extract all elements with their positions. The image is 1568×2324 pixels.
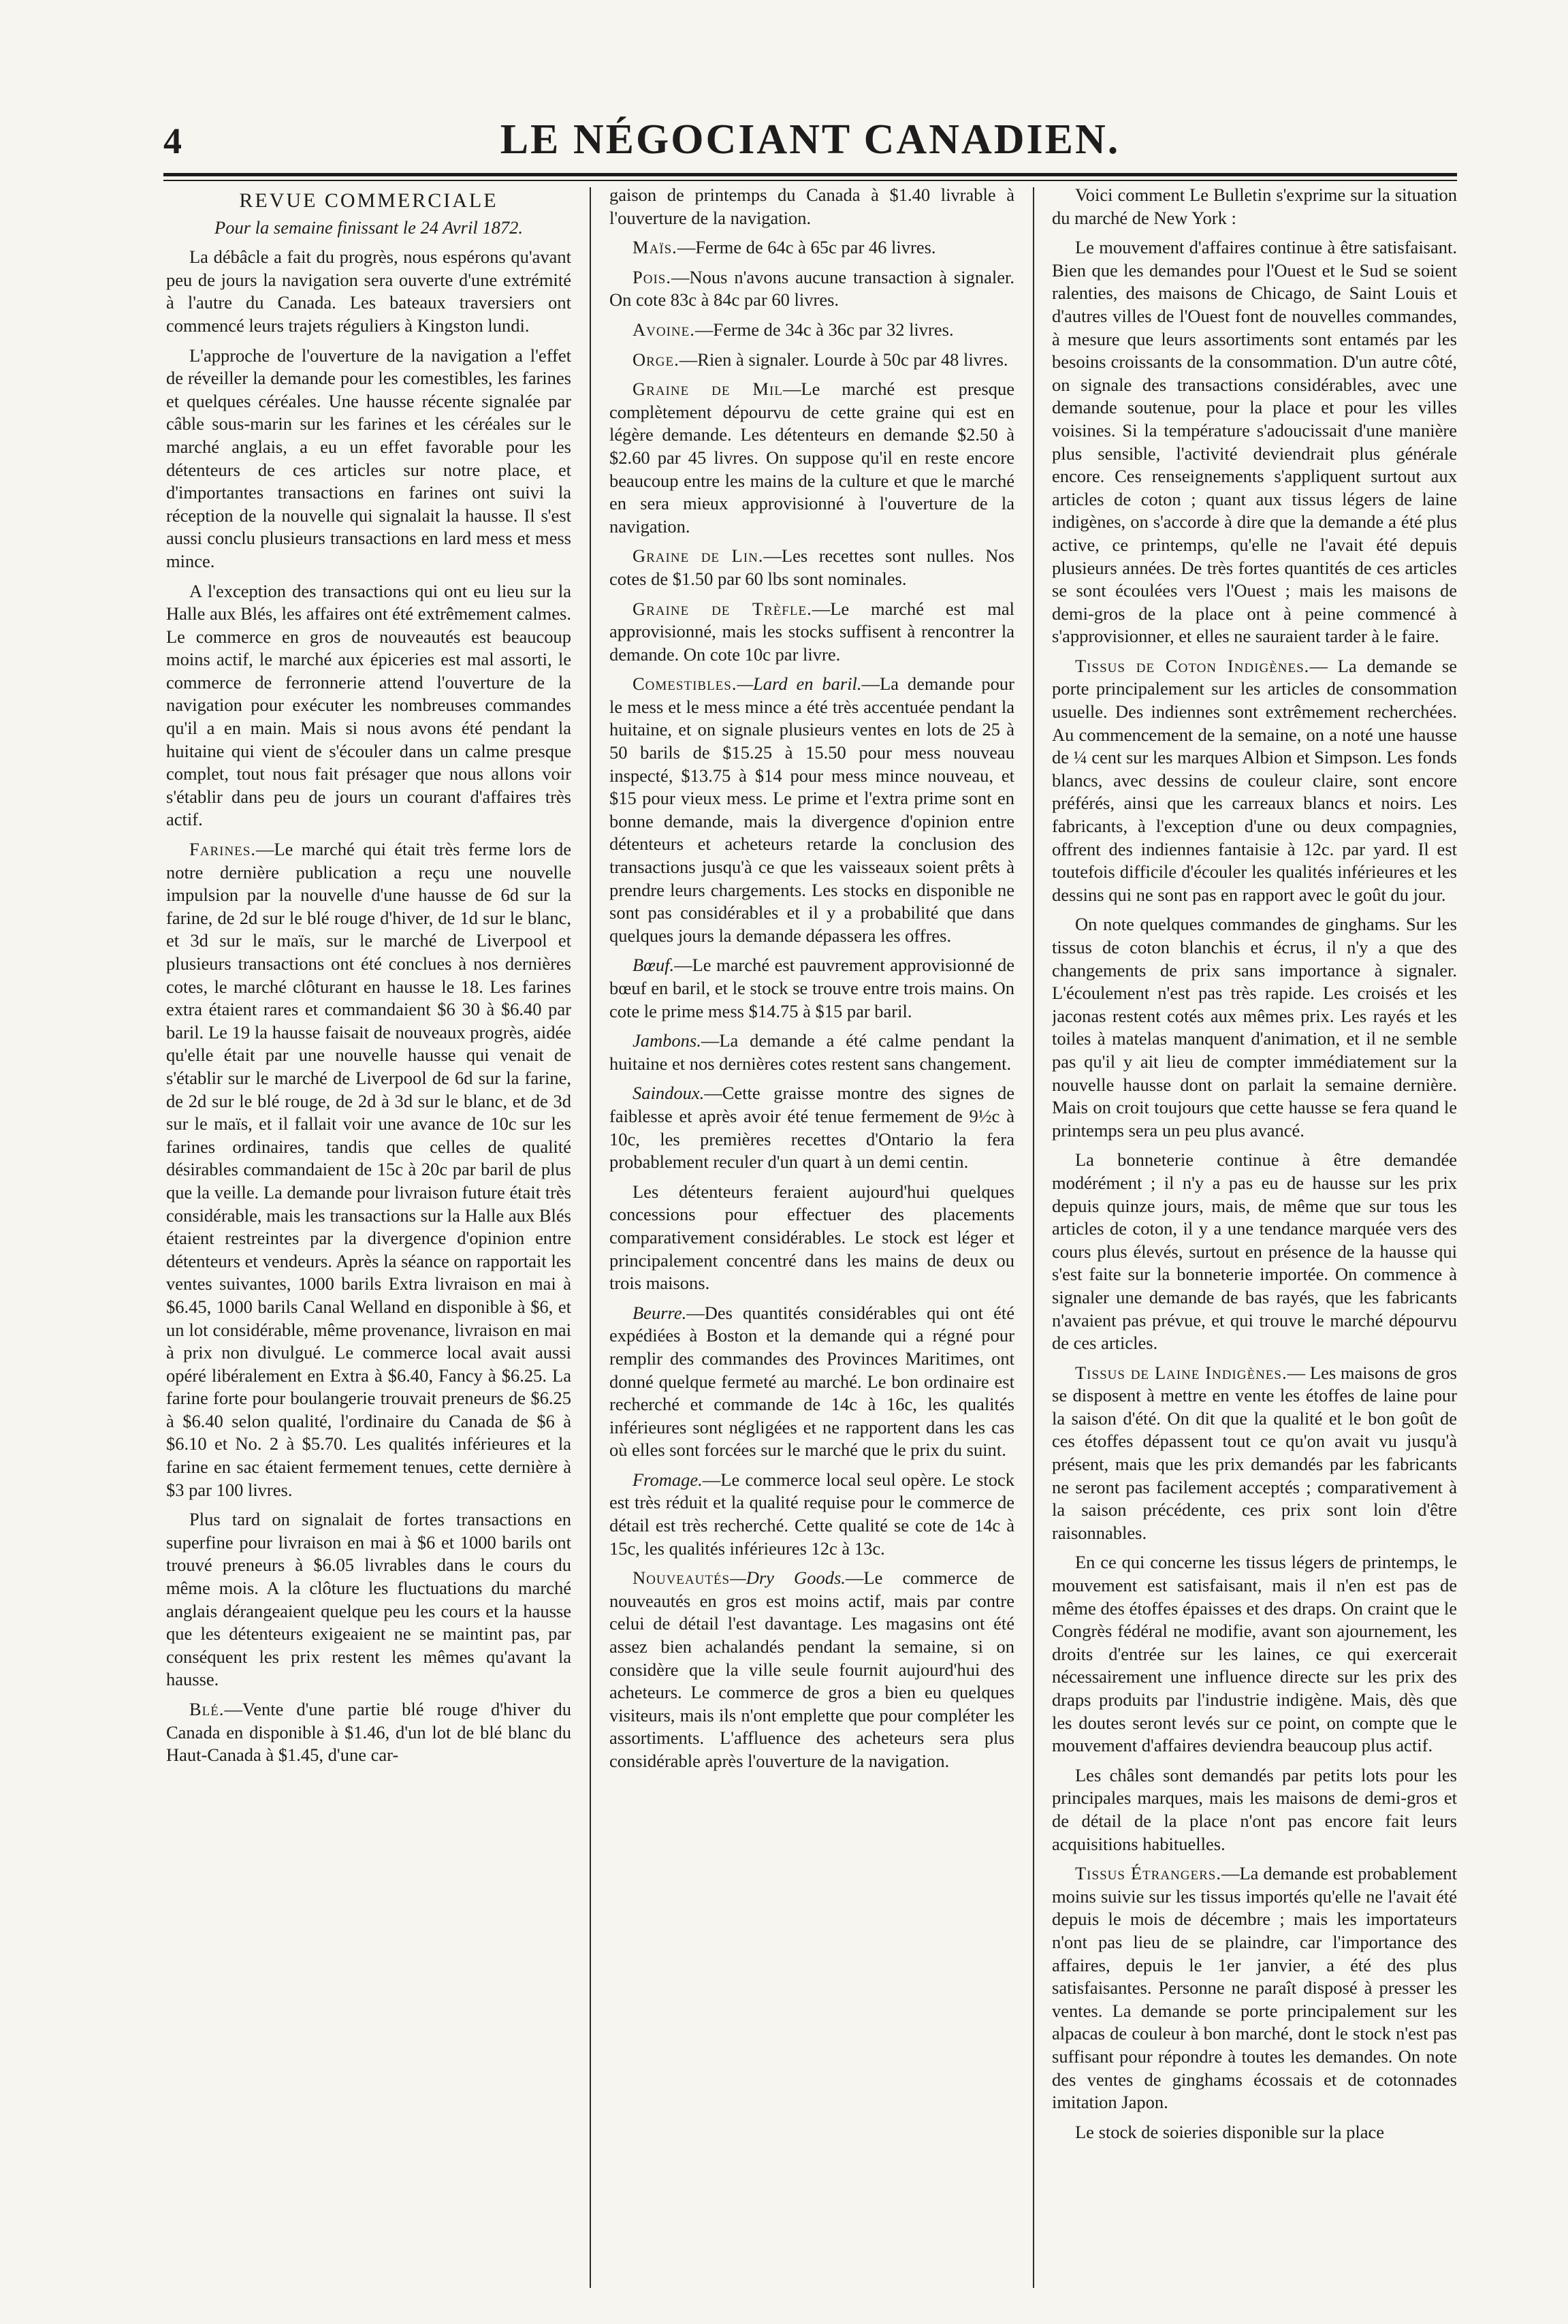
article-text: —Nous n'avons aucune transaction à signaler. On cote 83c à 84c par 60 livres. (609, 266, 1014, 311)
paragraph-laine (1052, 1362, 1457, 1545)
paragraph-trefle (609, 598, 1014, 667)
article-label: Avoine. (633, 319, 695, 340)
article-text: —Ferme de 64c à 65c par 46 livres. (677, 237, 936, 258)
paragraph-avoine (609, 319, 1014, 342)
article-label: Tissus Étrangers. (1075, 1863, 1221, 1884)
article-label: Graine de Lin. (633, 545, 764, 567)
article-label: Graine de Trèfle. (633, 598, 812, 619)
article-label: Farines. (189, 839, 256, 860)
section-title: REVUE COMMERCIALE (239, 189, 498, 212)
paragraph-jambons (609, 1030, 1014, 1075)
paragraph-lin (609, 545, 1014, 590)
article-text: —La demande pour le mess et le mess mince a été très accentuée pendant la huitaine, et on signale plusieurs ventes en lots de 25 à 50 barils de $15.25 à 15.50 pour mess nouveau inspecté, $13.75 à $14 pour mess mince nouveau, et $15 pour vieux mess. Le prime et l'extra prime sont en bonne demande, mais la divergence d'opinion entre détenteurs et acheteurs retarde la conclusion des transactions jusqu'à ce que les vaisseaux soient prêts à prendre leurs chargements. Les stocks en disponible ne sont pas considérables et il y a probabilité que dans quelques jours la demande dépassera les offres. (609, 673, 1014, 946)
article-text: —Le marché qui était très ferme lors de notre dernière publication a reçu une nouvelle impulsion par la nouvelle d'une hausse de 6d sur la farine, de 2d sur le blé rouge d'hiver, de 1d sur le blanc, et 3d sur le maïs, sur le marché de Liverpool et plusieurs transactions ont été conclues à nos dernières cotes, le marché clôturant en hausse le 18. Les farines extra étaient rares et commandaient $6 30 à $6.40 par baril. Le 19 la hausse faisait de nouveaux progrès, aidée qu'elle était par une nouvelle hausse qui venait de s'établir sur le marché de Liverpool de 6d sur la farine, de 2d sur le blé rouge, de 2d à 3d sur le blanc, et de 3d sur le maïs, et il fallait voir une avance de 10c sur les farines ordinaires, tandis que celles de qualité désirables commandaient de 15c à 20c par baril de plus que la veille. La demande pour livraison future était très considérable, mais les transactions sur la Halle aux Blés étaient restreintes par la divergence d'opinion entre détenteurs et vendeurs. Après la séance on rapportait les ventes suivantes, 1000 barils Extra livraison en mai à $6.45, 1000 barils Canal Welland en disponible à $6, et un lot considérable, même provenance, livraison en mai à prix non divulgué. Le commerce local avait aussi opéré libéralement en Extra à $6.40, Fancy à $6.25. La farine forte pour boulangerie trouvait preneurs de $6.25 à $6.40 selon qualité, l'ordinaire du Canada de $6 à $6.10 et No. 2 à $5.70. Les qualités inférieures et la farine en sac étaient fermement tenues, cette dernière à $3 par 100 livres. (166, 839, 571, 1500)
paragraph: Le stock de soieries disponible sur la place (1075, 2121, 1385, 2142)
column-divider (1033, 187, 1034, 2288)
article-text: —Cette graisse montre des signes de faiblesse et après avoir été tenue fermement de 9½c à 10c, les premières recettes d'Ontario la fera probablement reculer d'un quart à un demi centin. (609, 1083, 1014, 1173)
article-sublabel: —Dry Goods. (730, 1567, 846, 1589)
paragraph: En ce qui concerne les tissus légers de printemps, le mouvement est satisfaisant, mais il n'en est pas de même des étoffes épaisses et des draps. On craint que le Congrès fédéral ne modifie, avant son ajournement, les droits d'entrée sur les laines, ce qui exercerait nécessairement une influence directe sur les prix des draps produits par l'industrie indigène. Mais, dès que les doutes seront levés sur ce point, on compte que le mouvement d'affaires deviendra beaucoup plus actif. (1052, 1552, 1457, 1756)
paragraph: Les châles sont demandés par petits lots pour les principales marques, mais les maisons de demi-gros et de détail de la place n'ont pas encore fait leurs acquisitions habituelles. (1052, 1764, 1457, 1854)
paragraph-ble (166, 1698, 571, 1767)
paragraph-beurre (609, 1302, 1014, 1462)
article-text: —Vente d'une partie blé rouge d'hiver du Canada en disponible à $1.46, d'un lot de blé blanc du Haut-Canada à $1.45, d'une car- (166, 1699, 571, 1766)
paragraph-comestibles (609, 673, 1014, 947)
column-2 (609, 184, 1014, 2295)
article-label: Maïs. (633, 237, 677, 258)
article-sublabel: —Lard en baril. (737, 673, 862, 695)
paragraph-mais (609, 236, 1014, 259)
article-label: Tissus de Laine Indigènes. (1075, 1362, 1287, 1383)
paragraph: La débâcle a fait du progrès, nous espérons qu'avant peu de jours la navigation sera ouverte d'une extrémité à l'autre du Canada. Les bateaux traversiers ont commencé leurs trajets réguliers à Kingston lundi. (166, 246, 571, 336)
article-text: —Ferme de 34c à 36c par 32 livres. (694, 319, 954, 340)
article-text: —Le marché est mal approvisionné, mais les stocks suffisent à rencontrer la demande. On cote 10c par livre. (609, 598, 1014, 665)
column-divider (590, 187, 591, 2288)
paragraph-boeuf (609, 954, 1014, 1023)
paragraph-fromage (609, 1469, 1014, 1560)
article-label: Saindoux. (633, 1083, 705, 1104)
article-text: —La demande a été calme pendant la huitaine et nos dernières cotes restent sans changement. (609, 1030, 1014, 1074)
article-text: —Rien à signaler. Lourde à 50c par 48 livres. (679, 349, 1008, 370)
paragraph: La bonneterie continue à être demandée modérément ; il n'y a pas eu de hausse sur les prix depuis quinze jours, mais, de même que sur tous les articles de coton, il y a une tendance marquée vers des cours plus élevés, surtout en présence de la hausse qui s'est faite sur la bonneterie importée. On commence à signaler une demande de bas rayés, que les fabricants n'avaient pas prévue, et qui trouve le marché dépourvu de ces articles. (1052, 1149, 1457, 1354)
article-label: Blé. (189, 1699, 225, 1719)
article-label: Bœuf. (633, 955, 675, 976)
paragraph: Les détenteurs feraient aujourd'hui quelques concessions pour effectuer des placements comparativement considérables. Le stock est léger et principalement concentré dans les mains de deux ou trois maisons. (609, 1181, 1014, 1294)
article-text: —Des quantités considérables qui ont été expédiées à Boston et la demande qui a régné pour remplir des commandes des Provinces Maritimes, ont donné quelque fermeté au marché. Le bon ordinaire est recherché et commande de 14c à 16c, les qualités inférieures sont négligées et ne rapportent dans les cas où elles sont forcées sur le marché que le prix du suint. (609, 1302, 1014, 1461)
dateline: Pour la semaine finissant le 24 Avril 1872. (214, 217, 523, 238)
page-number: 4 (163, 121, 182, 161)
column-1 (166, 184, 571, 2295)
paragraph-pois (609, 266, 1014, 312)
article-text: —Le commerce de nouveautés en gros est moins actif, mais par contre celui de détail l'est davantage. Les magasins ont été assez bien achalandés pendant la semaine, si on considère que la ville seule fournit aujourd'hui des acheteurs. Le commerce de gros a bien eu quelques visiteurs, mais ils n'ont emplette que pour compléter les assortiments. L'affluence des acheteurs sera plus considérable après l'ouverture de la navigation. (609, 1567, 1014, 1771)
masthead (163, 116, 1457, 170)
paragraph-saindoux (609, 1082, 1014, 1173)
article-label: Nouveautés (633, 1567, 731, 1589)
article-text: —Le marché est pauvrement approvisionné de bœuf en baril, et le stock se trouve entre trois mains. On cote le prime mess $14.75 à $15 par baril. (609, 955, 1014, 1021)
article-text: —Le commerce local seul opère. Le stock est très réduit et la qualité requise pour le commerce de détail est très recherché. Cette qualité se cote de 14c à 15c, les qualités inférieures 12c à 13c. (609, 1469, 1014, 1559)
paragraph: Plus tard on signalait de fortes transactions en superfine pour livraison en mai à $6 et 1000 barils ont trouvé preneurs à $6.05 livrables dans le cours du même mois. A la clôture les fluctuations du marché anglais dérangeaient quelque peu les cours et la hausse que les détenteurs exigeaient ne se maintint pas, par conséquent les prix restent les mêmes qu'avant la hausse. (166, 1509, 571, 1690)
paragraph: Voici comment Le Bulletin s'exprime sur la situation du marché de New York : (1052, 185, 1457, 228)
paragraph: Le mouvement d'affaires continue à être satisfaisant. Bien que les demandes pour l'Ouest et le Sud se soient ralenties, des maisons de Chicago, de Saint Louis et d'autres villes de l'Ouest font de nouvelles commandes, à mesure que leurs assortiments sont entamés par les besoins croissants de la consommation. D'un autre côté, on signale des transactions considérables, avec une demande soutenue, pour la place et pour les villes voisines. Si la température s'adoucissait d'une manière plus sensible, l'activité deviendrait plus générale encore. Ces renseignements s'appliquent surtout aux articles de coton ; quant aux tissus légers de laine indigènes, on s'accorde à dire que la demande a été plus active, ce printemps, qu'elle ne l'avait été depuis plusieurs années. De très fortes quantités de ces articles se sont écoulées vers l'Ouest ; mais les maisons de demi-gros de la place ont à peine commencé à s'approvisionner, et elles ne sauraient tarder à le faire. (1052, 237, 1457, 647)
article-text: —Le marché est presque complètement dépourvu de cette graine qui est en légère demande. Les détenteurs en demande $2.50 à $2.60 par 45 livres. On suppose qu'il en reste encore beaucoup entre les mains de la culture et que le marché en sera mieux approvisionné à l'ouverture de la navigation. (609, 379, 1014, 537)
paragraph: L'approche de l'ouverture de la navigation a l'effet de réveiller la demande pour les comestibles, les farines et quelques céréales. Une hausse récente signalée par câble sous-marin sur les farines et les céréales sur le marché anglais, a eu un effet favorable pour les détenteurs de ces articles sur notre place, et d'importantes transactions en farines ont suivi la réception de la nouvelle qui signalait la hausse. Il s'est aussi conclu plusieurs transactions en lard mess et mess mince. (166, 345, 571, 571)
paragraph-orge (609, 349, 1014, 372)
paragraph: A l'exception des transactions qui ont eu lieu sur la Halle aux Blés, les affaires ont été extrêmement calmes. Le commerce en gros de nouveautés est beaucoup moins actif, le marché aux épiceries est mal assorti, le commerce de ferronnerie attend l'ouverture de la navigation pour exécuter les nombreuses commandes qu'il a en main. Mais si nous avons été pendant la huitaine qui vient de s'écouler dans un calme presque complet, tout nous fait présager que nous allons voir s'établir dans peu de jours un courant d'affaires très actif. (166, 580, 571, 830)
article-label: Fromage. (633, 1469, 703, 1490)
article-label: Comestibles. (633, 673, 737, 695)
article-text: — La demande se porte principalement sur les articles de consommation usuelle. Des indiennes sont extrêmement recherchées. Au commencement de la semaine, on a noté une hausse de ¼ cent sur les marques Albion et Simpson. Les fonds blancs, avec dessins de couleur claire, sont encore préférés, ainsi que les carreaux blancs et noirs. Les fabricants, à l'exception d'une ou deux compagnies, offrent des indiennes fantaisie à 12c. par yard. Il est toutefois difficile d'écouler les qualités inférieures et les dessins qui ne sont pas en rapport avec le goût du jour. (1052, 655, 1457, 905)
article-text: —Les recettes sont nulles. Nos cotes de $1.50 par 60 lbs sont nominales. (609, 545, 1014, 589)
paragraph-nouveautes (609, 1567, 1014, 1772)
article-label: Tissus de Coton Indigènes. (1075, 655, 1310, 676)
paragraph-mil (609, 378, 1014, 538)
article-label: Pois. (633, 266, 671, 287)
paragraph: On note quelques commandes de ginghams. Sur les tissus de coton blanchis et écrus, il n'y a que des changements de prix sans importance à signaler. L'écoulement n'est pas très rapide. Les croisés et les jaconas restent cotés aux mêmes prix. Les rayés et les toiles à matelas manquent d'animation, et il ne semble pas qu'il y ait lieu de compter immédiatement sur la nouvelle hausse dont on parlait la semaine dernière. Mais on croit toujours que cette hausse se fera quand le printemps sera un peu plus avancé. (1052, 914, 1457, 1141)
article-label: Jambons. (633, 1030, 701, 1051)
article-label: Orge. (633, 349, 679, 370)
paragraph-farines (166, 838, 571, 1501)
paragraph-coton (1052, 655, 1457, 907)
article-text: —La demande est probablement moins suivie sur les tissus importés qu'elle ne l'avait été depuis le mois de décembre ; mais les importateurs n'ont pas lieu de se plaindre, car l'importance des affaires, depuis le 1er janvier, a été des plus satisfaisantes. Personne ne paraît disposé à presser les ventes. La demande se porte principalement sur les alpacas de couleur à bon marché, dont le stock n'est pas suffisant pour répondre à toutes les demandes. On note des ventes de ginghams écossais et de cotonnades imitation Japon. (1052, 1863, 1457, 2113)
article-label: Beurre. (633, 1302, 687, 1323)
paragraph: gaison de printemps du Canada à $1.40 livrable à l'ouverture de la navigation. (609, 185, 1014, 228)
header-rule-thin (163, 180, 1457, 181)
paragraph-etrangers (1052, 1862, 1457, 2114)
newspaper-title: LE NÉGOCIANT CANADIEN. (500, 116, 1121, 163)
article-text: — Les maisons de gros se disposent à mettre en vente les étoffes de laine pour la saison d'été. On dit que la qualité et le bon goût de ces étoffes dépassent tout ce qu'on avait vu jusqu'à présent, mais que les prix demandés par les fabricants ne seront pas facilement acceptés ; comparativement à la saison précédente, ces prix sont loin d'être raisonnables. (1052, 1362, 1457, 1543)
header-rule (163, 173, 1457, 176)
column-3 (1052, 184, 1457, 2295)
article-label: Graine de Mil (633, 379, 783, 400)
